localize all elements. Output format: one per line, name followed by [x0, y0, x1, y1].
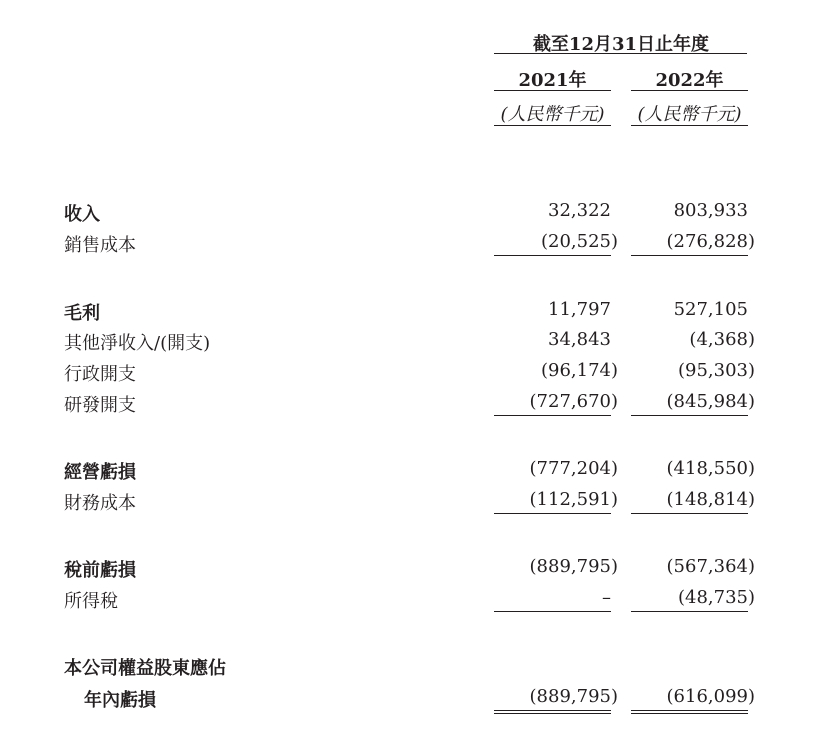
subtotal-rule — [494, 415, 611, 416]
row-label-revenue: 收入 — [64, 204, 100, 225]
subtotal-rule — [631, 255, 748, 256]
cost-of-sales-2022: (276,828) — [666, 231, 755, 252]
row-label-cost-of-sales: 銷售成本 — [64, 235, 136, 256]
subtotal-rule — [631, 415, 748, 416]
unit-header-2022: (人民幣千元) — [637, 104, 742, 125]
unit-rule-2022 — [631, 125, 748, 126]
unit-header-2021: (人民幣千元) — [500, 104, 605, 125]
header-rule — [494, 53, 747, 54]
row-label-operating-loss: 經營虧損 — [64, 462, 136, 483]
row-label-loss-for-year: 年內虧損 — [84, 690, 156, 711]
subtotal-rule — [494, 513, 611, 514]
other-net-income-2021: 34,843 — [548, 329, 611, 350]
total-double-rule — [494, 710, 611, 714]
revenue-2021: 32,322 — [548, 200, 611, 221]
loss-for-year-2022: (616,099) — [666, 686, 755, 707]
year-header-2022: 2022年 — [655, 70, 724, 91]
row-label-loss-attributable: 本公司權益股東應佔 — [64, 658, 226, 679]
total-double-rule — [631, 710, 748, 714]
income-tax-2022: (48,735) — [677, 587, 755, 608]
unit-rule-2021 — [494, 125, 611, 126]
finance-costs-2022: (148,814) — [666, 489, 755, 510]
subtotal-rule — [494, 611, 611, 612]
row-label-income-tax: 所得稅 — [64, 591, 118, 612]
operating-loss-2021: (777,204) — [529, 458, 618, 479]
other-net-income-2022: (4,368) — [689, 329, 755, 350]
period-header: 截至12月31日止年度 — [532, 34, 710, 55]
row-label-finance-costs: 財務成本 — [64, 493, 136, 514]
loss-before-tax-2021: (889,795) — [529, 556, 618, 577]
year-rule-2021 — [494, 90, 611, 91]
finance-costs-2021: (112,591) — [529, 489, 618, 510]
subtotal-rule — [631, 611, 748, 612]
admin-expenses-2021: (96,174) — [540, 360, 618, 381]
cost-of-sales-2021: (20,525) — [540, 231, 618, 252]
loss-before-tax-2022: (567,364) — [666, 556, 755, 577]
rd-expenses-2022: (845,984) — [666, 391, 755, 412]
operating-loss-2022: (418,550) — [666, 458, 755, 479]
admin-expenses-2022: (95,303) — [677, 360, 755, 381]
row-label-other-net-income: 其他淨收入/(開支) — [64, 333, 211, 354]
income-tax-2021: – — [602, 587, 611, 608]
loss-for-year-2021: (889,795) — [529, 686, 618, 707]
gross-profit-2022: 527,105 — [673, 299, 748, 320]
subtotal-rule — [631, 513, 748, 514]
subtotal-rule — [494, 255, 611, 256]
revenue-2022: 803,933 — [673, 200, 748, 221]
year-rule-2022 — [631, 90, 748, 91]
row-label-gross-profit: 毛利 — [64, 303, 100, 324]
rd-expenses-2021: (727,670) — [529, 391, 618, 412]
row-label-loss-before-tax: 稅前虧損 — [64, 560, 136, 581]
gross-profit-2021: 11,797 — [548, 299, 611, 320]
row-label-admin-expenses: 行政開支 — [64, 364, 136, 385]
row-label-rd-expenses: 研發開支 — [64, 395, 136, 416]
year-header-2021: 2021年 — [518, 70, 587, 91]
